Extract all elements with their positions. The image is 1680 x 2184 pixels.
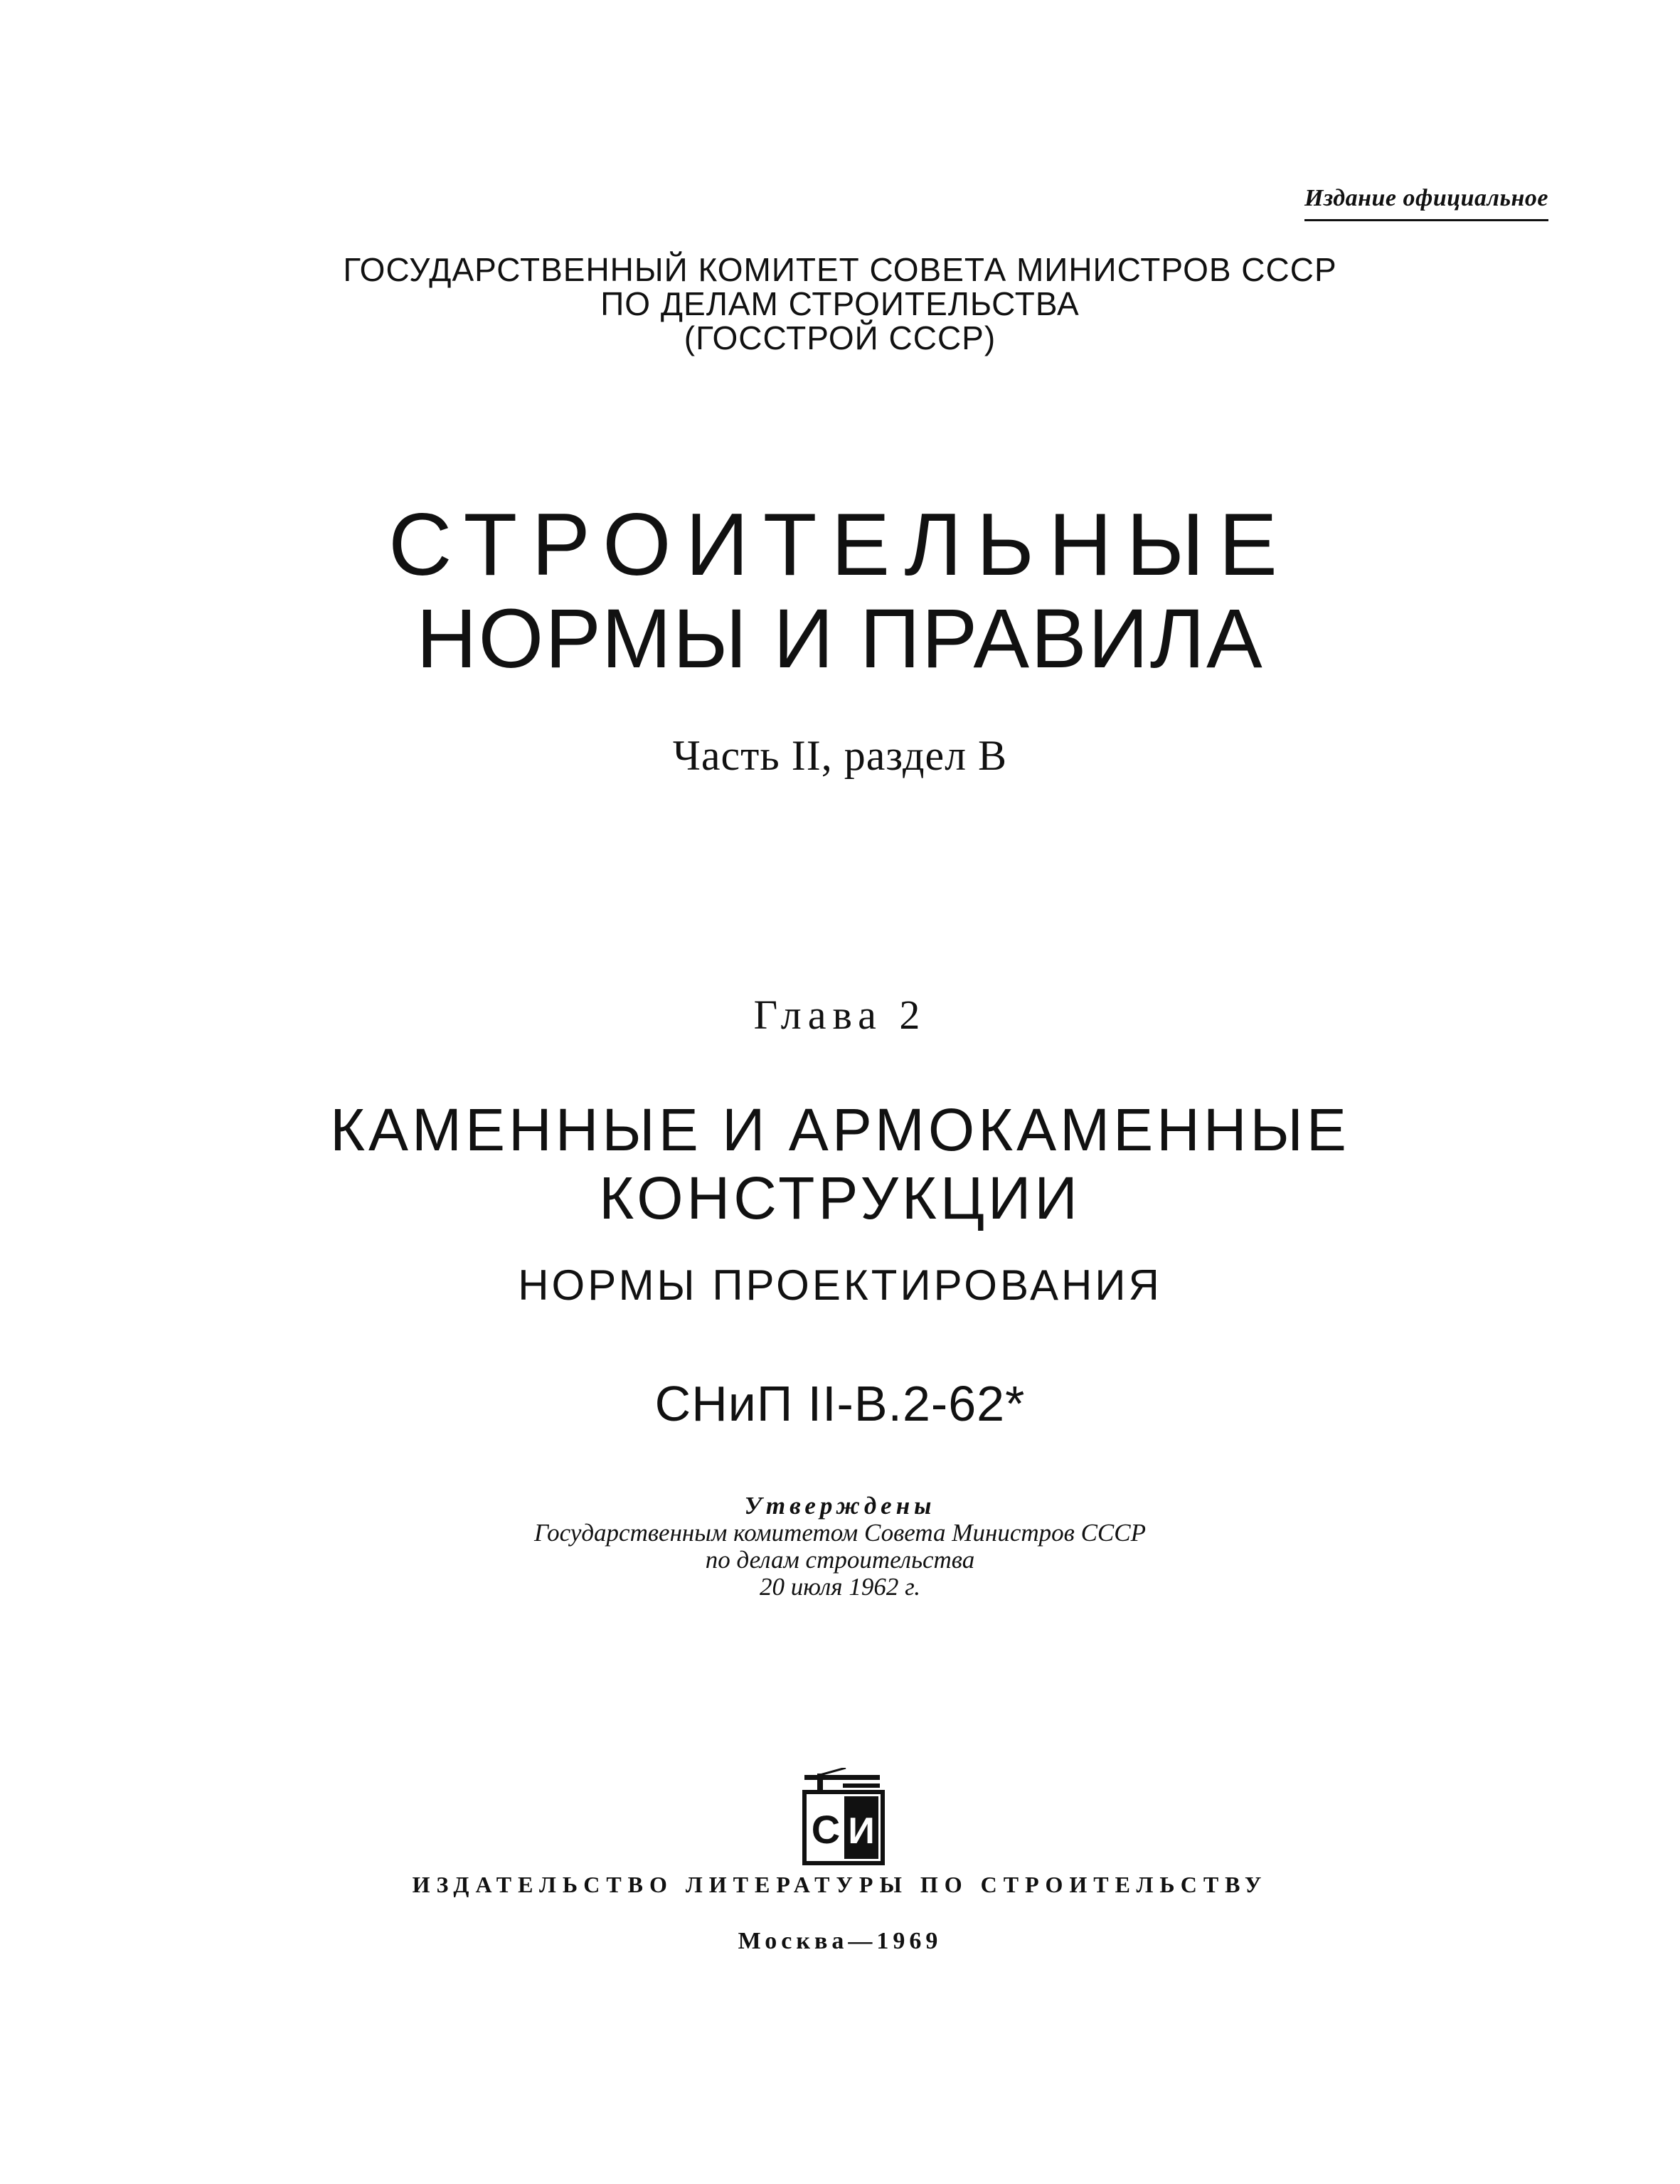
subtitle: НОРМЫ ПРОЕКТИРОВАНИЯ bbox=[518, 1261, 1162, 1309]
main-title-line: СТРОИТЕЛЬНЫЕ bbox=[388, 496, 1292, 594]
committee-line: ПО ДЕЛАМ СТРОИТЕЛЬСТВА bbox=[600, 285, 1080, 322]
subject-title-line: КОНСТРУКЦИИ bbox=[599, 1165, 1081, 1231]
part-section: Часть II, раздел В bbox=[672, 732, 1008, 779]
committee-line: ГОСУДАРСТВЕННЫЙ КОМИТЕТ СОВЕТА МИНИСТРОВ СССР bbox=[343, 251, 1337, 288]
committee-block bbox=[0, 253, 1680, 355]
main-title-line: НОРМЫ И ПРАВИЛА bbox=[416, 592, 1264, 686]
main-title bbox=[0, 498, 1680, 686]
subject-title bbox=[0, 1096, 1680, 1232]
svg-text:И: И bbox=[848, 1811, 875, 1852]
publisher-logo-icon bbox=[802, 1768, 886, 1866]
approval-line: по делам строительства bbox=[705, 1546, 975, 1574]
place-year: Москва—1969 bbox=[738, 1928, 942, 1954]
approval-block bbox=[0, 1493, 1680, 1601]
approval-line: 20 июля 1962 г. bbox=[759, 1573, 921, 1601]
approval-line: Государственным комитетом Совета Министров СССР bbox=[534, 1519, 1146, 1547]
committee-line: (ГОССТРОЙ СССР) bbox=[684, 319, 996, 356]
document-code: СНиП II-В.2-62* bbox=[654, 1376, 1026, 1431]
approval-line: Утверждены bbox=[744, 1492, 936, 1520]
subject-title-line: КАМЕННЫЕ И АРМОКАМЕННЫЕ bbox=[330, 1096, 1350, 1163]
publisher-name: ИЗДАТЕЛЬСТВО ЛИТЕРАТУРЫ ПО СТРОИТЕЛЬСТВУ bbox=[412, 1872, 1268, 1897]
edition-note: Издание официальное bbox=[1304, 186, 1548, 221]
chapter-heading: Глава 2 bbox=[753, 992, 927, 1038]
logo-letters: С bbox=[811, 1807, 841, 1852]
